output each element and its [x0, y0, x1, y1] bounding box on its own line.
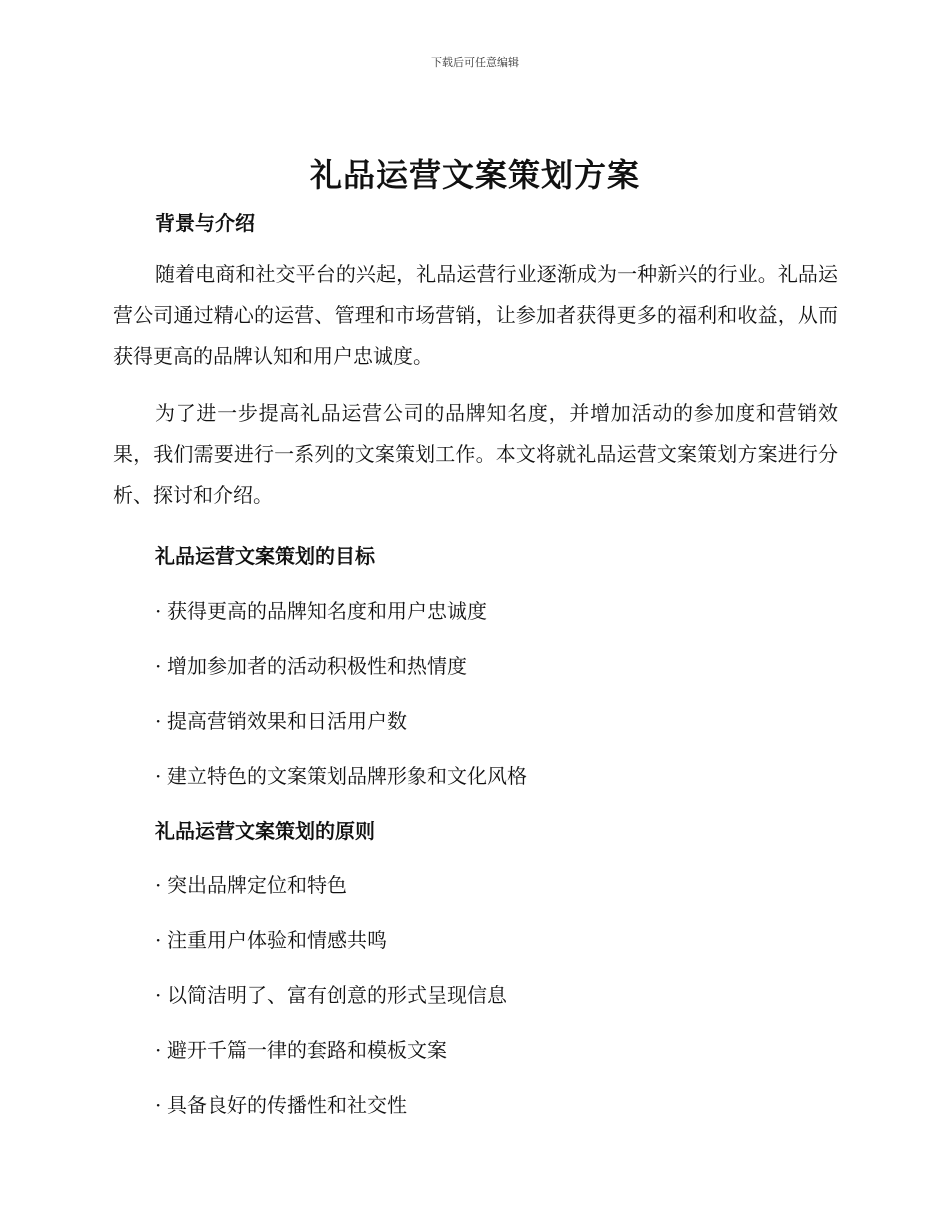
principle-item-text: 注重用户体验和情感共鸣	[167, 928, 387, 952]
goal-item	[155, 595, 487, 624]
bullet-icon: ·	[155, 709, 162, 733]
paragraph-background-2: 为了进一步提高礼品运营公司的品牌知名度，并增加活动的参加度和营销效果，我们需要进行一系列的文案策划工作。本文将就礼品运营文案策划方案进行分析、探讨和介绍。	[113, 401, 838, 507]
section-heading-goals: 礼品运营文案策划的目标	[155, 544, 375, 568]
principle-item-text: 避开千篇一律的套路和模板文案	[167, 1038, 447, 1062]
bullet-icon: ·	[155, 599, 162, 623]
bullet-icon: ·	[155, 873, 162, 897]
section-heading-principles: 礼品运营文案策划的原则	[155, 819, 375, 843]
bullet-icon: ·	[155, 1038, 162, 1062]
principle-item	[155, 1089, 407, 1118]
section-heading-background: 背景与介绍	[155, 211, 255, 235]
principle-item	[155, 979, 507, 1008]
principle-item	[155, 1034, 447, 1063]
principle-item	[155, 869, 347, 898]
goal-item	[155, 650, 467, 679]
goal-item	[155, 760, 527, 789]
goal-item-text: 增加参加者的活动积极性和热情度	[167, 654, 467, 678]
principle-item-text: 以简洁明了、富有创意的形式呈现信息	[167, 983, 507, 1007]
bullet-icon: ·	[155, 928, 162, 952]
bullet-icon: ·	[155, 983, 162, 1007]
goal-item	[155, 705, 407, 734]
principle-item-text: 突出品牌定位和特色	[167, 873, 347, 897]
bullet-icon: ·	[155, 654, 162, 678]
header-note: 下载后可任意编辑	[431, 56, 519, 69]
principle-item	[155, 924, 387, 953]
goal-item-text: 建立特色的文案策划品牌形象和文化风格	[167, 764, 527, 788]
paragraph-background-1: 随着电商和社交平台的兴起，礼品运营行业逐渐成为一种新兴的行业。礼品运营公司通过精心的运营、管理和市场营销，让参加者获得更多的福利和收益，从而获得更高的品牌认知和用户忠诚度。	[113, 262, 838, 368]
document-title: 礼品运营文案策划方案	[309, 156, 640, 194]
bullet-icon: ·	[155, 764, 162, 788]
goal-item-text: 获得更高的品牌知名度和用户忠诚度	[167, 599, 487, 623]
goal-item-text: 提高营销效果和日活用户数	[167, 709, 407, 733]
bullet-icon: ·	[155, 1093, 162, 1117]
principle-item-text: 具备良好的传播性和社交性	[167, 1093, 407, 1117]
